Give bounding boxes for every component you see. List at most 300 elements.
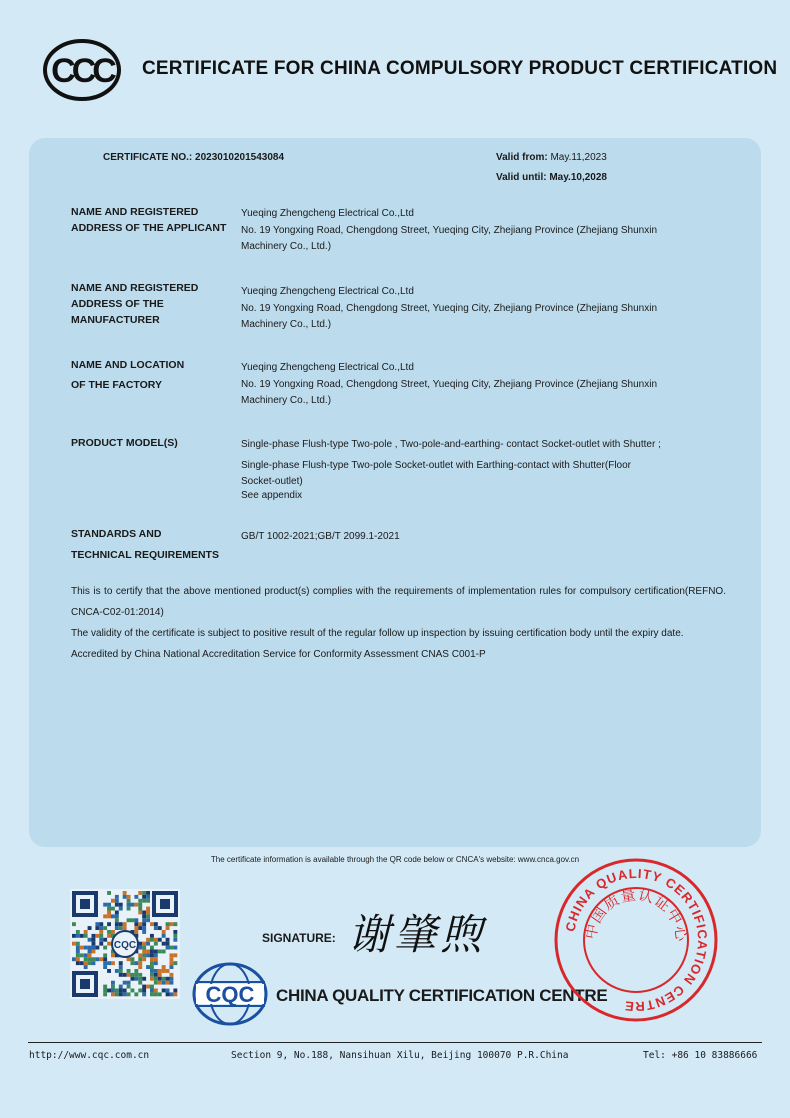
qr-module [115, 989, 119, 993]
qr-module [162, 977, 166, 981]
qr-module [142, 953, 146, 957]
qr-module [72, 957, 76, 961]
qr-module [95, 922, 99, 926]
qr-module [150, 938, 154, 942]
signature-label: SIGNATURE: [262, 931, 336, 945]
qr-module [154, 969, 158, 973]
qr-module [127, 981, 131, 985]
qr-module [103, 957, 107, 961]
qr-module [158, 950, 162, 954]
qr-module [88, 953, 92, 957]
qr-module [154, 922, 158, 926]
qr-module [123, 891, 127, 895]
factory-label-line: OF THE FACTORY [71, 379, 163, 391]
qr-module [84, 953, 88, 957]
qr-module [107, 907, 111, 911]
qr-module [154, 977, 158, 981]
qr-module [142, 985, 146, 989]
qr-module [115, 922, 119, 926]
qr-module [84, 946, 88, 950]
svg-text:CCC: CCC [51, 52, 113, 90]
qr-module [170, 922, 174, 926]
qr-module [154, 938, 158, 942]
qr-module [95, 934, 99, 938]
qr-module [103, 903, 107, 907]
qr-module [138, 953, 142, 957]
qr-module [166, 992, 170, 996]
applicant-value-line: No. 19 Yongxing Road, Chengdong Street, Yueqing City, Zhejiang Province (Zhejiang Shunxin [241, 224, 658, 236]
qr-module [119, 985, 123, 989]
qr-module [119, 965, 123, 969]
qr-module [76, 957, 80, 961]
valid-until-value: May.10,2028 [549, 172, 607, 183]
qr-module [154, 953, 158, 957]
qr-module [92, 957, 96, 961]
qr-module [150, 946, 154, 950]
qr-module [162, 950, 166, 954]
qr-module [154, 942, 158, 946]
website-link[interactable]: http://www.cqc.com.cn [29, 1050, 150, 1061]
qr-module [146, 914, 150, 918]
qr-module [146, 899, 150, 903]
qr-module [84, 961, 88, 965]
manufacturer-value-line: Yueqing Zhengcheng Electrical Co.,Ltd [241, 286, 414, 297]
qr-module [88, 926, 92, 930]
qr-module [72, 922, 76, 926]
statement-paragraph: Accredited by China National Accreditation Service for Conformity Assessment CNAS C001-P [71, 649, 486, 660]
qr-module [150, 992, 154, 996]
qr-module [170, 953, 174, 957]
applicant-value-line: Yueqing Zhengcheng Electrical Co.,Ltd [241, 208, 414, 219]
factory-value-line: Machinery Co., Ltd.) [241, 395, 332, 406]
qr-module [99, 926, 103, 930]
svg-text:CQC: CQC [113, 940, 137, 951]
valid-from [496, 152, 607, 163]
manufacturer-value-line: Machinery Co., Ltd.) [241, 319, 332, 330]
qr-module [138, 973, 142, 977]
qr-module [99, 922, 103, 926]
product-label [71, 435, 231, 451]
qr-module [115, 899, 119, 903]
qr-module [127, 985, 131, 989]
qr-module [131, 977, 135, 981]
qr-module [84, 957, 88, 961]
qr-module [111, 961, 115, 965]
svg-text:CQC: CQC [205, 982, 255, 1007]
qr-module [138, 903, 142, 907]
qr-module [170, 977, 174, 981]
qr-module [158, 969, 162, 973]
qr-module [162, 930, 166, 934]
qr-module [111, 985, 115, 989]
qr-module [115, 914, 119, 918]
qr-module [173, 992, 177, 996]
qr-module [162, 981, 166, 985]
qr-module [76, 946, 80, 950]
qr-module [88, 957, 92, 961]
qr-module [76, 930, 80, 934]
qr-module [107, 934, 111, 938]
qr-module [115, 911, 119, 915]
standards-label-line: TECHNICAL REQUIREMENTS [71, 549, 219, 561]
qr-module [158, 973, 162, 977]
qr-module [107, 969, 111, 973]
qr-module [95, 946, 99, 950]
qr-module [154, 961, 158, 965]
qr-module [170, 961, 174, 965]
qr-module [134, 969, 138, 973]
qr-module [173, 989, 177, 993]
qr-module [150, 977, 154, 981]
qr-module [158, 992, 162, 996]
qr-module [115, 969, 119, 973]
certification-statement [71, 581, 726, 665]
qr-module [146, 911, 150, 915]
qr-module [166, 946, 170, 950]
qr-module [88, 938, 92, 942]
qr-module [119, 961, 123, 965]
qr-module [84, 965, 88, 969]
qr-module [111, 992, 115, 996]
qr-module [142, 992, 146, 996]
qr-module [99, 930, 103, 934]
qr-module [88, 961, 92, 965]
qr-module [154, 992, 158, 996]
standards-value [241, 529, 721, 546]
product-value-line: See appendix [241, 490, 303, 501]
qr-module [95, 957, 99, 961]
qr-module [99, 942, 103, 946]
qr-module [166, 942, 170, 946]
qr-module [142, 930, 146, 934]
qr-module [119, 926, 123, 930]
signature [342, 905, 502, 961]
telephone: Tel: +86 10 83886666 [643, 1050, 758, 1061]
qr-module [173, 961, 177, 965]
qr-module [88, 950, 92, 954]
qr-module [107, 922, 111, 926]
qr-module [166, 969, 170, 973]
qr-module [150, 953, 154, 957]
qr-module [150, 973, 154, 977]
qr-module [123, 973, 127, 977]
qr-module [99, 957, 103, 961]
qr-module [142, 911, 146, 915]
qr-module [154, 957, 158, 961]
product-value-line: Socket-outlet) [241, 476, 303, 487]
qr-module [142, 891, 146, 895]
cqc-logo-icon [190, 962, 270, 1026]
qr-module [127, 907, 131, 911]
qr-module [103, 985, 107, 989]
certificate-number-value: 2023010201543084 [195, 152, 285, 163]
manufacturer-label-line: ADDRESS OF THE [71, 298, 164, 310]
qr-module [150, 934, 154, 938]
qr-module [170, 992, 174, 996]
manufacturer-value-line: No. 19 Yongxing Road, Chengdong Street, Yueqing City, Zhejiang Province (Zhejiang Shunxin [241, 302, 658, 314]
qr-module [92, 946, 96, 950]
qr-module [150, 922, 154, 926]
qr-module [76, 953, 80, 957]
qr-module [123, 922, 127, 926]
qr-module [119, 922, 123, 926]
qr-module [127, 918, 131, 922]
qr-module [107, 911, 111, 915]
qr-module [162, 942, 166, 946]
manufacturer-label [71, 280, 231, 328]
qr-module [103, 965, 107, 969]
qr-module [76, 942, 80, 946]
qr-module [107, 961, 111, 965]
qr-module [92, 942, 96, 946]
qr-module [146, 895, 150, 899]
qr-module [111, 981, 115, 985]
qr-module [138, 907, 142, 911]
qr-module [138, 891, 142, 895]
qr-module [115, 895, 119, 899]
qr-module [138, 926, 142, 930]
qr-module [127, 969, 131, 973]
qr-module [138, 961, 142, 965]
qr-module [107, 930, 111, 934]
qr-module [131, 957, 135, 961]
qr-module [131, 903, 135, 907]
address: Section 9, No.188, Nansihuan Xilu, Beijing 100070 P.R.China [231, 1050, 569, 1061]
qr-module [88, 946, 92, 950]
qr-module [111, 930, 115, 934]
qr-module [131, 973, 135, 977]
qr-module [92, 934, 96, 938]
qr-module [127, 903, 131, 907]
qr-module [150, 950, 154, 954]
qr-module [158, 926, 162, 930]
qr-module [134, 973, 138, 977]
qr-module [134, 961, 138, 965]
svg-text:中国质量认证中心: 中国质量认证中心 [581, 885, 691, 944]
qr-module [80, 946, 84, 950]
qr-module [103, 914, 107, 918]
qr-module [123, 981, 127, 985]
qr-module [162, 969, 166, 973]
qr-module [142, 957, 146, 961]
qr-module [103, 989, 107, 993]
qr-module [95, 926, 99, 930]
qr-module [142, 989, 146, 993]
qr-module [142, 895, 146, 899]
qr-module [127, 973, 131, 977]
qr-module [134, 918, 138, 922]
standards-label [71, 524, 231, 566]
qr-module [76, 934, 80, 938]
qr-module [119, 969, 123, 973]
qr-module [131, 918, 135, 922]
qr-module [138, 922, 142, 926]
qr-module [173, 922, 177, 926]
qr-module [146, 965, 150, 969]
qr-module [154, 950, 158, 954]
qr-module [150, 961, 154, 965]
qr-module [150, 985, 154, 989]
qr-module [138, 911, 142, 915]
qr-module [115, 918, 119, 922]
qr-module [134, 926, 138, 930]
qr-module [142, 922, 146, 926]
statement-paragraph: The validity of the certificate is subject to positive result of the regular follow up inspection by issuing certification body until the expiry date. [71, 628, 684, 639]
qr-module [127, 895, 131, 899]
qr-module [111, 914, 115, 918]
qr-module [119, 973, 123, 977]
centre-name: CHINA QUALITY CERTIFICATION CENTRE [276, 986, 608, 1005]
qr-module [111, 953, 115, 957]
qr-module [146, 950, 150, 954]
qr-module [107, 914, 111, 918]
qr-module [119, 903, 123, 907]
qr-module [162, 965, 166, 969]
qr-module [154, 989, 158, 993]
valid-from-value: May.11,2023 [550, 152, 607, 163]
qr-module [107, 903, 111, 907]
qr-module [138, 977, 142, 981]
product-value-line: Single-phase Flush-type Two-pole Socket-outlet with Earthing-contact with Shutter(Floor [241, 460, 632, 471]
qr-note: The certificate information is available through the QR code below or CNCA's website: www.cnca.gov.cn [210, 855, 580, 864]
qr-module [134, 922, 138, 926]
qr-module [170, 965, 174, 969]
product-value-line: Single-phase Flush-type Two-pole , Two-pole-and-earthing- contact Socket-outlet with Shutter ; [241, 439, 661, 450]
qr-module [142, 926, 146, 930]
qr-module [134, 992, 138, 996]
applicant-value-line: Machinery Co., Ltd.) [241, 241, 332, 252]
qr-module [119, 907, 123, 911]
manufacturer-value [241, 284, 721, 334]
qr-module [131, 961, 135, 965]
ccc-logo-icon [42, 38, 122, 102]
qr-module [103, 992, 107, 996]
valid-from-label: Valid from: [496, 152, 548, 163]
factory-value-line: No. 19 Yongxing Road, Chengdong Street, Yueqing City, Zhejiang Province (Zhejiang Shunxin [241, 378, 658, 390]
qr-module [119, 992, 123, 996]
qr-module [173, 938, 177, 942]
statement-paragraph: This is to certify that the above mentioned product(s) complies with the requirements of implementation rules for compulsory certification(REFNO. CNCA-C02-01:2014) [71, 586, 726, 618]
standards-value-line: GB/T 1002-2021;GB/T 2099.1-2021 [241, 531, 400, 542]
qr-module [142, 977, 146, 981]
factory-label [71, 355, 231, 395]
qr-module [99, 938, 103, 942]
valid-until [496, 172, 607, 183]
qr-module [166, 989, 170, 993]
qr-module [146, 891, 150, 895]
qr-module [134, 903, 138, 907]
qr-module [127, 957, 131, 961]
qr-module [138, 899, 142, 903]
qr-module [103, 926, 107, 930]
qr-module [111, 907, 115, 911]
certificate-number [103, 152, 284, 163]
product-value [241, 436, 721, 503]
qr-module [131, 989, 135, 993]
qr-module [134, 895, 138, 899]
qr-module [80, 961, 84, 965]
qr-module [138, 989, 142, 993]
qr-module [72, 942, 76, 946]
qr-module [138, 946, 142, 950]
factory-value-line: Yueqing Zhengcheng Electrical Co.,Ltd [241, 362, 414, 373]
qr-module [84, 934, 88, 938]
qr-module [142, 942, 146, 946]
qr-module [150, 957, 154, 961]
qr-module [170, 973, 174, 977]
qr-module [99, 934, 103, 938]
svg-text:谢肇煦: 谢肇煦 [348, 910, 487, 959]
qr-module [146, 942, 150, 946]
qr-module [80, 953, 84, 957]
applicant-value [241, 206, 721, 256]
qr-module [123, 895, 127, 899]
qr-module [123, 992, 127, 996]
qr-module [166, 977, 170, 981]
qr-module [92, 950, 96, 954]
qr-module [80, 934, 84, 938]
manufacturer-label-line: MANUFACTURER [71, 314, 160, 326]
qr-module [146, 907, 150, 911]
qr-module [103, 938, 107, 942]
qr-module [107, 989, 111, 993]
svg-text:CHINA QUALITY CERTIFICATION CE: CHINA QUALITY CERTIFICATION CENTRE [562, 865, 711, 1015]
qr-module [166, 938, 170, 942]
qr-module [115, 903, 119, 907]
qr-module [103, 961, 107, 965]
qr-module [150, 965, 154, 969]
qr-module [150, 969, 154, 973]
qr-module [146, 985, 150, 989]
qr-module [166, 981, 170, 985]
qr-module [158, 938, 162, 942]
qr-module [170, 957, 174, 961]
qr-module [154, 973, 158, 977]
applicant-label-line: NAME AND REGISTERED [71, 206, 199, 218]
qr-module [142, 914, 146, 918]
qr-module [166, 922, 170, 926]
qr-module [146, 938, 150, 942]
qr-module [158, 981, 162, 985]
qr-module [103, 946, 107, 950]
qr-module [166, 926, 170, 930]
qr-module [115, 926, 119, 930]
qr-module [173, 930, 177, 934]
qr-module [111, 899, 115, 903]
qr-module [138, 957, 142, 961]
qr-module [162, 989, 166, 993]
qr-module [146, 918, 150, 922]
qr-module [92, 961, 96, 965]
qr-module [134, 930, 138, 934]
qr-module [107, 942, 111, 946]
qr-module [92, 938, 96, 942]
qr-module [123, 926, 127, 930]
qr-code-icon[interactable] [70, 889, 180, 999]
qr-module [138, 965, 142, 969]
qr-module [142, 950, 146, 954]
qr-module [76, 950, 80, 954]
qr-module [111, 989, 115, 993]
qr-module [142, 918, 146, 922]
valid-until-label: Valid until: [496, 172, 547, 183]
qr-module [107, 891, 111, 895]
qr-module [142, 899, 146, 903]
qr-module [158, 977, 162, 981]
footer-divider [28, 1042, 762, 1043]
qr-module [170, 946, 174, 950]
manufacturer-label-line: NAME AND REGISTERED [71, 282, 199, 294]
